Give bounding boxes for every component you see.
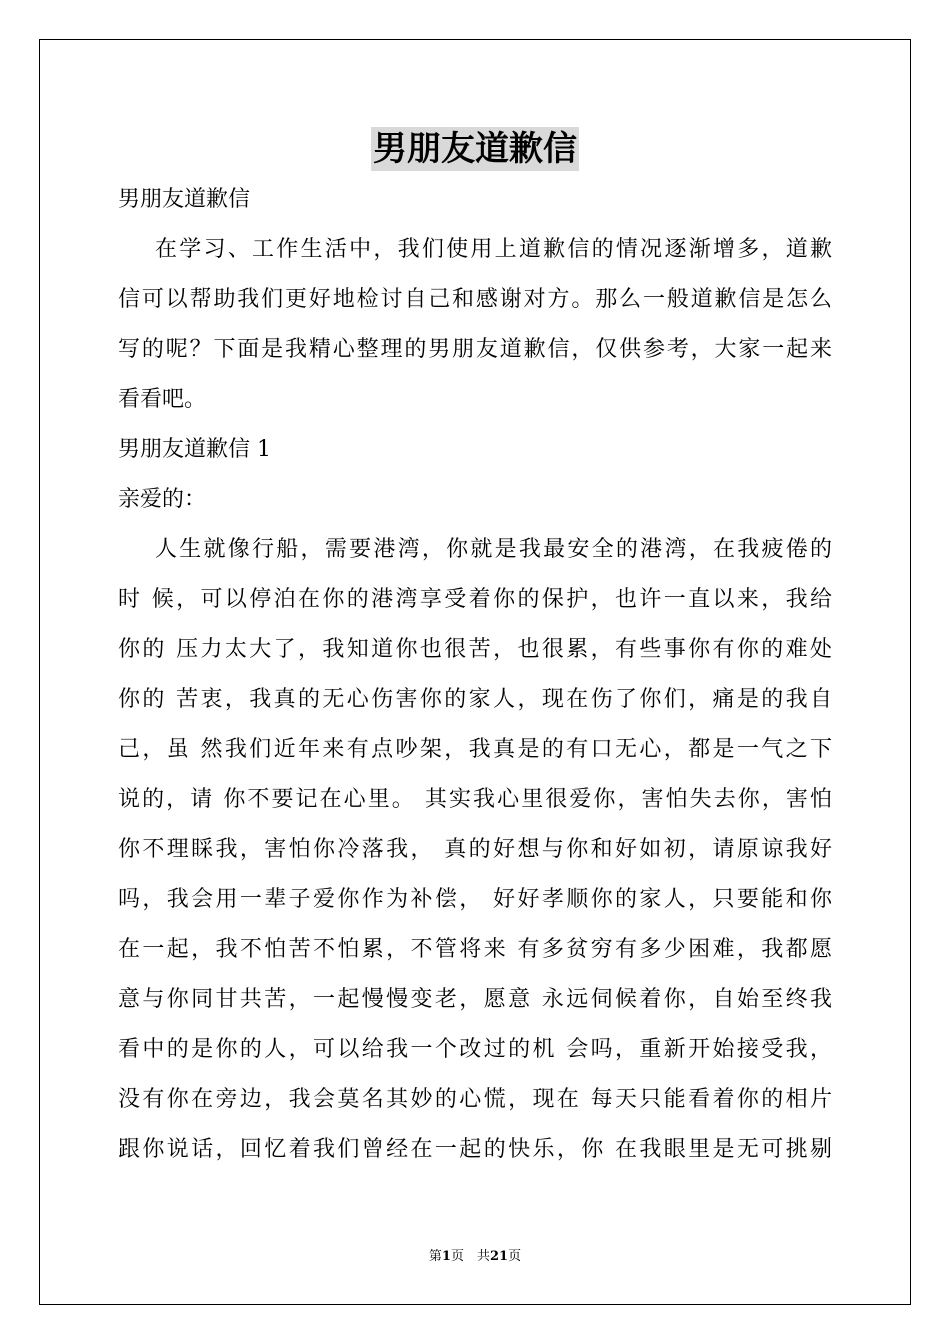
footer-middle: 页 共 [450, 1249, 490, 1264]
text-line-12: 己，虽 然我们近年来有点吵架，我真是的有口无心，都是一气之下 [118, 737, 832, 762]
text-line-9: 时 候，可以停泊在你的港湾享受着你的保护，也许一直以来，我给 [118, 587, 832, 612]
page-footer [0, 1248, 950, 1266]
text-line-8: 人生就像行船，需要港湾，你就是我最安全的港湾，在我疲倦的 [118, 537, 832, 562]
text-line-19: 没有你在旁边，我会莫名其妙的心慌，现在 每天只能看着你的相片 [118, 1087, 832, 1112]
text-line-10: 你的 压力太大了，我知道你也很苦，也很累，有些事你有你的难处 [118, 637, 832, 662]
title-wrap [0, 127, 950, 171]
text-line-3: 信可以帮助我们更好地检讨自己和感谢对方。那么一般道歉信是怎么 [118, 287, 832, 312]
text-line-18: 看中的是你的人，可以给我一个改过的机 会吗，重新开始接受我， [118, 1037, 832, 1062]
salutation: 亲爱的： [118, 487, 207, 512]
section-heading: 男朋友道歉信 1 [118, 437, 271, 462]
text-line-5: 看看吧。 [118, 387, 207, 412]
text-line-13: 说的，请 你不要记在心里。 其实我心里很爱你，害怕失去你，害怕 [118, 787, 832, 812]
text-line-14: 你不理睬我，害怕你冷落我， 真的好想与你和好如初，请原谅我好 [118, 837, 832, 862]
page-border [39, 39, 911, 1305]
document-title: 男朋友道歉信 [373, 129, 577, 169]
footer-page-number: 1 [441, 1249, 451, 1264]
text-line-15: 吗，我会用一辈子爱你作为补偿， 好好孝顺你的家人，只要能和你 [118, 887, 832, 912]
text-line-4: 写的呢？下面是我精心整理的男朋友道歉信，仅供参考，大家一起来 [118, 337, 832, 362]
text-line-11: 你的 苦衷，我真的无心伤害你的家人，现在伤了你们，痛是的我自 [118, 687, 832, 712]
text-line-1: 男朋友道歉信 [118, 187, 251, 212]
text-line-16: 在一起，我不怕苦不怕累，不管将来 有多贫穷有多少困难，我都愿 [118, 937, 832, 962]
footer-suffix: 页 [508, 1249, 522, 1264]
text-line-2: 在学习、工作生活中，我们使用上道歉信的情况逐渐增多，道歉 [118, 237, 832, 262]
footer-prefix: 第 [428, 1249, 442, 1264]
text-line-17: 意与你同甘共苦，一起慢慢变老，愿意 永远伺候着你，自始至终我 [118, 987, 832, 1012]
text-line-20: 跟你说话，回忆着我们曾经在一起的快乐，你 在我眼里是无可挑剔 [118, 1137, 832, 1162]
footer-total-pages: 21 [489, 1249, 509, 1264]
